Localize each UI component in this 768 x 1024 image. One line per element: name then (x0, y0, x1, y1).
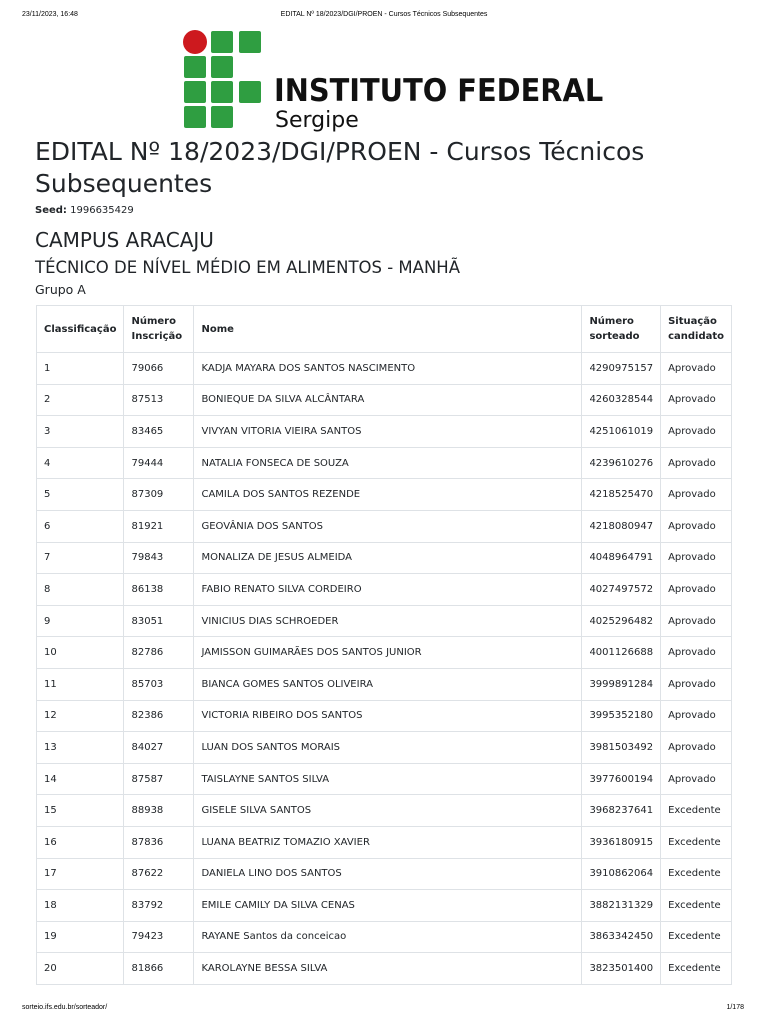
registration-number-cell: 79843 (124, 542, 194, 574)
classification-cell: 4 (37, 447, 124, 479)
status-cell: Aprovado (661, 479, 732, 511)
logo-square (184, 106, 206, 128)
classification-cell: 18 (37, 890, 124, 922)
drawn-number-cell: 3999891284 (582, 668, 661, 700)
status-cell: Excedente (661, 921, 732, 953)
registration-number-cell: 79066 (124, 353, 194, 385)
drawn-number-cell: 3936180915 (582, 826, 661, 858)
registration-number-cell: 86138 (124, 574, 194, 606)
seed-label: Seed: (35, 205, 67, 216)
drawn-number-cell: 3863342450 (582, 921, 661, 953)
table-row (37, 542, 732, 574)
table-row (37, 353, 732, 385)
name-cell: VINICIUS DIAS SCHROEDER (194, 605, 582, 637)
name-cell: DANIELA LINO DOS SANTOS (194, 858, 582, 890)
status-cell: Aprovado (661, 732, 732, 764)
registration-number-cell: 87836 (124, 826, 194, 858)
logo-square (211, 56, 233, 78)
registration-number-cell: 82786 (124, 637, 194, 669)
logo-subtitle: Sergipe (275, 108, 359, 133)
logo-square (239, 81, 261, 103)
registration-number-cell: 81866 (124, 953, 194, 985)
table-row (37, 447, 732, 479)
drawn-number-cell: 3995352180 (582, 700, 661, 732)
table-body (37, 353, 732, 985)
logo-square (239, 31, 261, 53)
table-row (37, 384, 732, 416)
status-cell: Aprovado (661, 542, 732, 574)
table-row (37, 953, 732, 985)
column-header: Número sorteado (582, 306, 661, 353)
status-cell: Excedente (661, 890, 732, 922)
registration-number-cell: 88938 (124, 795, 194, 827)
table-row (37, 890, 732, 922)
status-cell: Excedente (661, 953, 732, 985)
name-cell: GEOVÂNIA DOS SANTOS (194, 510, 582, 542)
table-row (37, 668, 732, 700)
classification-cell: 1 (37, 353, 124, 385)
registration-number-cell: 83792 (124, 890, 194, 922)
classification-cell: 15 (37, 795, 124, 827)
classification-cell: 8 (37, 574, 124, 606)
status-cell: Aprovado (661, 510, 732, 542)
classification-cell: 3 (37, 416, 124, 448)
registration-number-cell: 87513 (124, 384, 194, 416)
course-heading: TÉCNICO DE NÍVEL MÉDIO EM ALIMENTOS - MANHÃ (35, 258, 460, 277)
column-header: Nome (194, 306, 582, 353)
name-cell: BONIEQUE DA SILVA ALCÂNTARA (194, 384, 582, 416)
table-row (37, 605, 732, 637)
status-cell: Excedente (661, 858, 732, 890)
drawn-number-cell: 4025296482 (582, 605, 661, 637)
print-page-number: 1/178 (726, 1004, 744, 1011)
drawn-number-cell: 3977600194 (582, 763, 661, 795)
results-table (36, 305, 732, 985)
registration-number-cell: 79444 (124, 447, 194, 479)
name-cell: CAMILA DOS SANTOS REZENDE (194, 479, 582, 511)
drawn-number-cell: 4251061019 (582, 416, 661, 448)
classification-cell: 2 (37, 384, 124, 416)
registration-number-cell: 82386 (124, 700, 194, 732)
classification-cell: 11 (37, 668, 124, 700)
logo-square (211, 106, 233, 128)
classification-cell: 6 (37, 510, 124, 542)
seed-line (35, 205, 733, 216)
name-cell: TAISLAYNE SANTOS SILVA (194, 763, 582, 795)
logo-square (211, 31, 233, 53)
drawn-number-cell: 3910862064 (582, 858, 661, 890)
status-cell: Aprovado (661, 605, 732, 637)
status-cell: Aprovado (661, 700, 732, 732)
classification-cell: 7 (37, 542, 124, 574)
drawn-number-cell: 4260328544 (582, 384, 661, 416)
name-cell: LUAN DOS SANTOS MORAIS (194, 732, 582, 764)
registration-number-cell: 83465 (124, 416, 194, 448)
registration-number-cell: 85703 (124, 668, 194, 700)
status-cell: Aprovado (661, 353, 732, 385)
classification-cell: 9 (37, 605, 124, 637)
classification-cell: 14 (37, 763, 124, 795)
drawn-number-cell: 4290975157 (582, 353, 661, 385)
drawn-number-cell: 3968237641 (582, 795, 661, 827)
name-cell: BIANCA GOMES SANTOS OLIVEIRA (194, 668, 582, 700)
status-cell: Aprovado (661, 668, 732, 700)
name-cell: KADJA MAYARA DOS SANTOS NASCIMENTO (194, 353, 582, 385)
status-cell: Aprovado (661, 416, 732, 448)
column-header: Situação candidato (661, 306, 732, 353)
drawn-number-cell: 4027497572 (582, 574, 661, 606)
table-row (37, 510, 732, 542)
status-cell: Aprovado (661, 763, 732, 795)
table-row (37, 858, 732, 890)
registration-number-cell: 87309 (124, 479, 194, 511)
table-row (37, 637, 732, 669)
logo-red-circle (183, 30, 207, 54)
print-datetime: 23/11/2023, 16:48 (22, 11, 78, 18)
print-page-title: EDITAL Nº 18/2023/DGI/PROEN - Cursos Técnicos Subsequentes (280, 11, 488, 18)
page-title: EDITAL Nº 18/2023/DGI/PROEN - Cursos Técnicos Subsequentes (35, 137, 645, 198)
table-row (37, 416, 732, 448)
status-cell: Excedente (661, 795, 732, 827)
drawn-number-cell: 4001126688 (582, 637, 661, 669)
classification-cell: 19 (37, 921, 124, 953)
table-row (37, 921, 732, 953)
drawn-number-cell: 4218525470 (582, 479, 661, 511)
print-url: sorteio.ifs.edu.br/sorteador/ (22, 1004, 108, 1011)
drawn-number-cell: 4218080947 (582, 510, 661, 542)
drawn-number-cell: 3823501400 (582, 953, 661, 985)
classification-cell: 12 (37, 700, 124, 732)
group-label: Grupo A (35, 282, 86, 297)
status-cell: Excedente (661, 826, 732, 858)
drawn-number-cell: 3882131329 (582, 890, 661, 922)
name-cell: GISELE SILVA SANTOS (194, 795, 582, 827)
status-cell: Aprovado (661, 637, 732, 669)
classification-cell: 13 (37, 732, 124, 764)
name-cell: NATALIA FONSECA DE SOUZA (194, 447, 582, 479)
table-row (37, 732, 732, 764)
logo-square (184, 56, 206, 78)
campus-heading: CAMPUS ARACAJU (35, 228, 214, 252)
registration-number-cell: 84027 (124, 732, 194, 764)
name-cell: KAROLAYNE BESSA SILVA (194, 953, 582, 985)
drawn-number-cell: 4048964791 (582, 542, 661, 574)
institute-logo (183, 30, 604, 133)
classification-cell: 20 (37, 953, 124, 985)
classification-cell: 17 (37, 858, 124, 890)
drawn-number-cell: 3981503492 (582, 732, 661, 764)
registration-number-cell: 83051 (124, 605, 194, 637)
table-row (37, 700, 732, 732)
registration-number-cell: 87587 (124, 763, 194, 795)
registration-number-cell: 79423 (124, 921, 194, 953)
table-row (37, 574, 732, 606)
status-cell: Aprovado (661, 574, 732, 606)
logo-square (184, 81, 206, 103)
status-cell: Aprovado (661, 384, 732, 416)
table-header-row (37, 306, 732, 353)
name-cell: FABIO RENATO SILVA CORDEIRO (194, 574, 582, 606)
name-cell: VICTORIA RIBEIRO DOS SANTOS (194, 700, 582, 732)
name-cell: EMILE CAMILY DA SILVA CENAS (194, 890, 582, 922)
classification-cell: 16 (37, 826, 124, 858)
name-cell: MONALIZA DE JESUS ALMEIDA (194, 542, 582, 574)
logo-square (211, 81, 233, 103)
table-row (37, 795, 732, 827)
name-cell: VIVYAN VITORIA VIEIRA SANTOS (194, 416, 582, 448)
status-cell: Aprovado (661, 447, 732, 479)
name-cell: RAYANE Santos da conceicao (194, 921, 582, 953)
registration-number-cell: 87622 (124, 858, 194, 890)
name-cell: LUANA BEATRIZ TOMAZIO XAVIER (194, 826, 582, 858)
table-row (37, 479, 732, 511)
table-row (37, 826, 732, 858)
registration-number-cell: 81921 (124, 510, 194, 542)
drawn-number-cell: 4239610276 (582, 447, 661, 479)
table-row (37, 763, 732, 795)
document-header (35, 136, 733, 297)
column-header: Classificação (37, 306, 124, 353)
seed-value: 1996635429 (70, 205, 134, 216)
name-cell: JAMISSON GUIMARÃES DOS SANTOS JUNIOR (194, 637, 582, 669)
logo-name: INSTITUTO FEDERAL (274, 73, 604, 109)
classification-cell: 10 (37, 637, 124, 669)
column-header: Número Inscrição (124, 306, 194, 353)
classification-cell: 5 (37, 479, 124, 511)
